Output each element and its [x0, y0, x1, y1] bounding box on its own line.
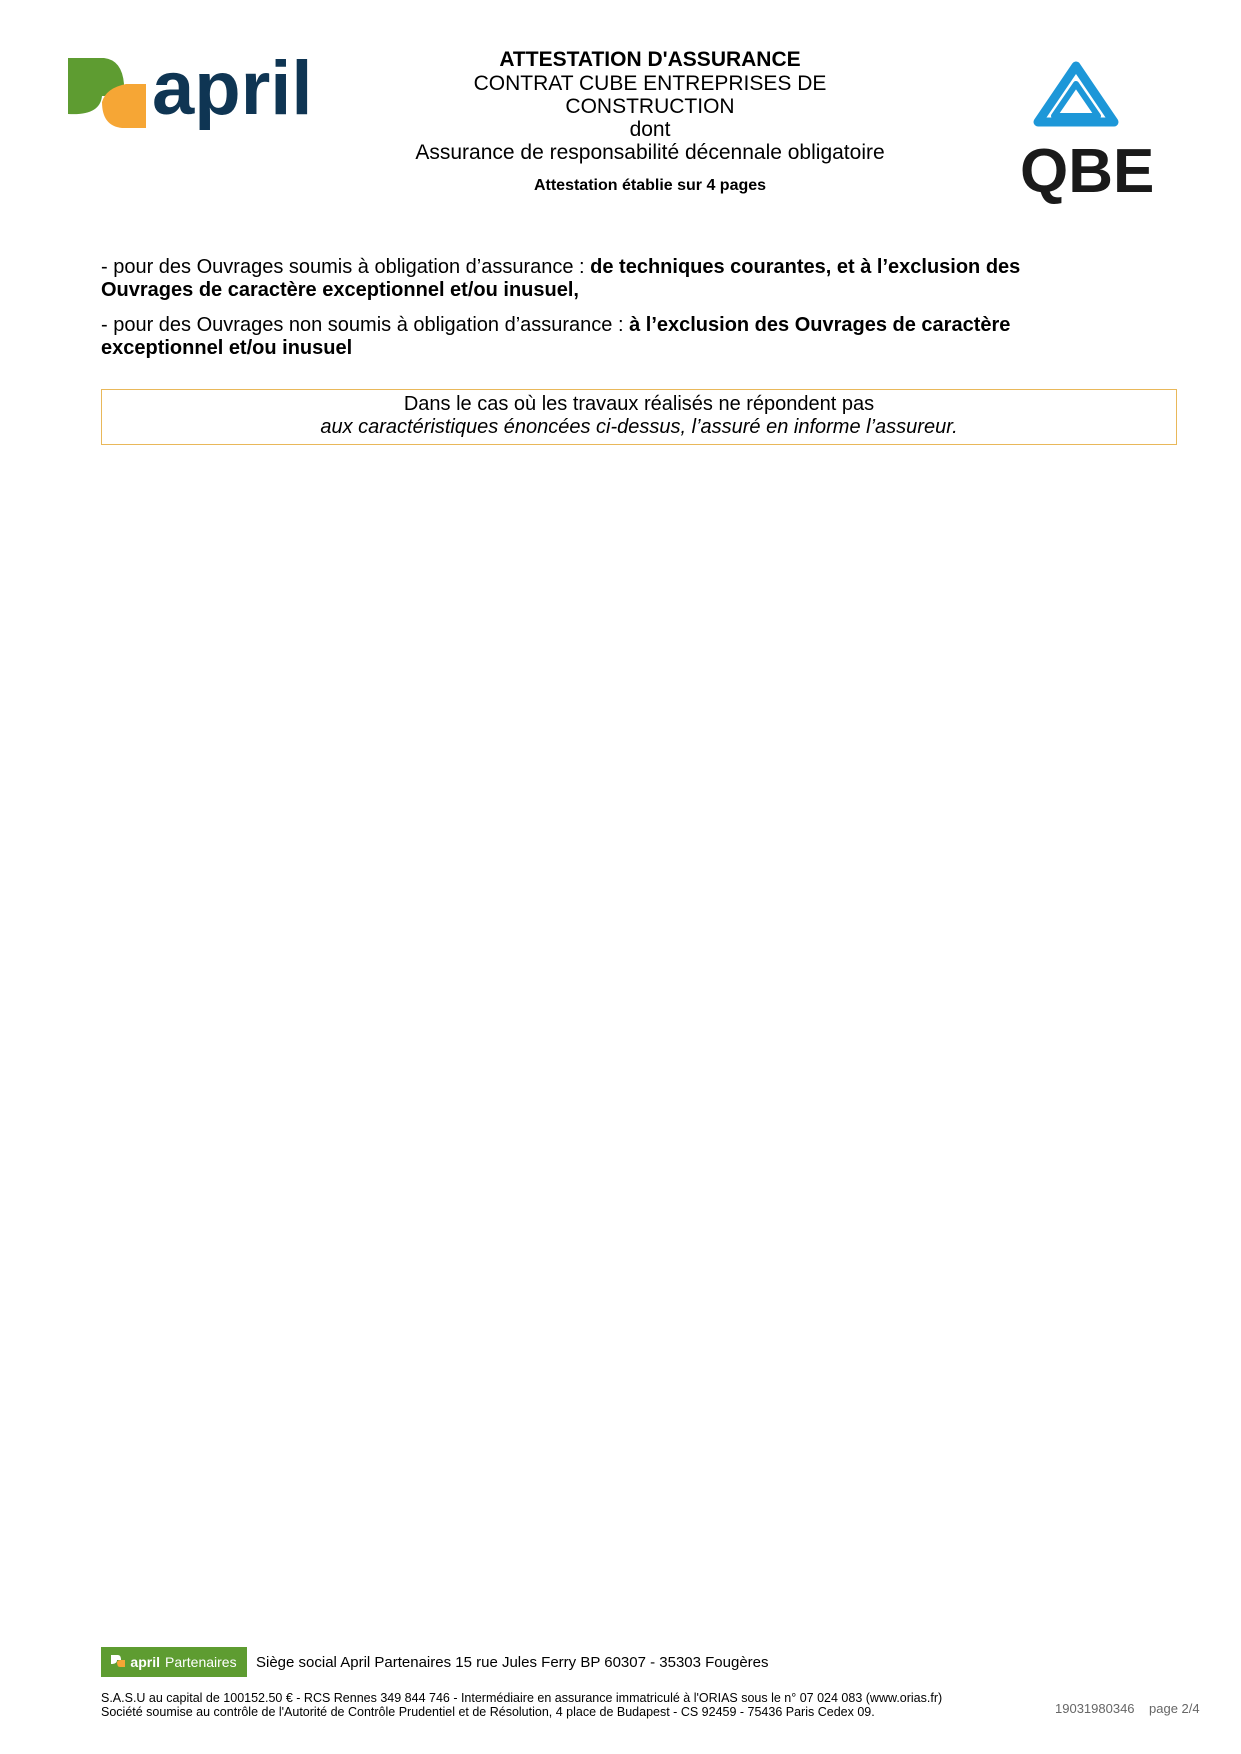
contract-dont: dont [629, 118, 671, 141]
document-title: ATTESTATION D'ASSURANCE [499, 48, 801, 71]
contract-name-line1: CONTRAT CUBE ENTREPRISES DE [473, 72, 827, 95]
footer-legal [101, 1692, 942, 1719]
notice-box [101, 389, 1177, 445]
footer-address: Siège social April Partenaires 15 rue Jules Ferry BP 60307 - 35303 Fougères [256, 1654, 769, 1671]
notice-line2: aux caractéristiques énoncées ci-dessus, l’assuré en informe l’assureur. [320, 416, 958, 438]
badge-leaf-icon [111, 1654, 125, 1670]
page-number: page 2/4 [1149, 1701, 1200, 1716]
notice-line1: Dans le cas où les travaux réalisés ne répondent pas [403, 393, 875, 415]
condition-item-non-mandatory-emphasis: à l’exclusion des Ouvrages de caractère exceptionnel et/ou inusuel [101, 314, 1011, 359]
document-reference: 19031980346 [1055, 1701, 1135, 1716]
april-partenaires-badge [101, 1647, 247, 1677]
condition-item-non-mandatory-intro: - pour des Ouvrages non soumis à obligation d’assurance : [101, 314, 630, 336]
conditions-text [101, 256, 1101, 372]
qbe-logo-graphic [1018, 60, 1155, 206]
badge-brand: april [130, 1654, 160, 1670]
qbe-triangle-icon [1038, 66, 1114, 122]
condition-item-mandatory [101, 256, 1101, 302]
document-header [400, 48, 900, 195]
qbe-wordmark: QBE [1020, 137, 1155, 206]
april-wordmark: april [152, 46, 313, 131]
qbe-logo [1018, 60, 1155, 206]
condition-item-mandatory-emphasis: de techniques courantes, et à l’exclusion des Ouvrages de caractère exceptionnel et/ou inusuel, [101, 256, 1021, 301]
condition-item-mandatory-intro: - pour des Ouvrages soumis à obligation d’assurance : [101, 256, 591, 278]
condition-item-non-mandatory [101, 314, 1101, 360]
footer-legal-line1: S.A.S.U au capital de 100152.50 € - RCS Rennes 349 844 746 - Intermédiaire en assurance immatriculé à l'ORIAS sous le n° 07 024 083 (www.orias.fr) [101, 1691, 943, 1705]
badge-label: Partenaires [164, 1654, 237, 1670]
footer-legal-line2: Société soumise au contrôle de l'Autorité de Contrôle Prudentiel et de Résolution, 4 place de Budapest - CS 92459 - 75436 Paris Cedex 09. [101, 1704, 875, 1719]
april-logo [66, 46, 406, 146]
pages-note: Attestation établie sur 4 pages [533, 177, 767, 194]
contract-subtitle: Assurance de responsabilité décennale obligatoire [415, 141, 885, 164]
april-logo-graphic [66, 46, 406, 146]
contract-name-line2: CONSTRUCTION [565, 95, 735, 118]
